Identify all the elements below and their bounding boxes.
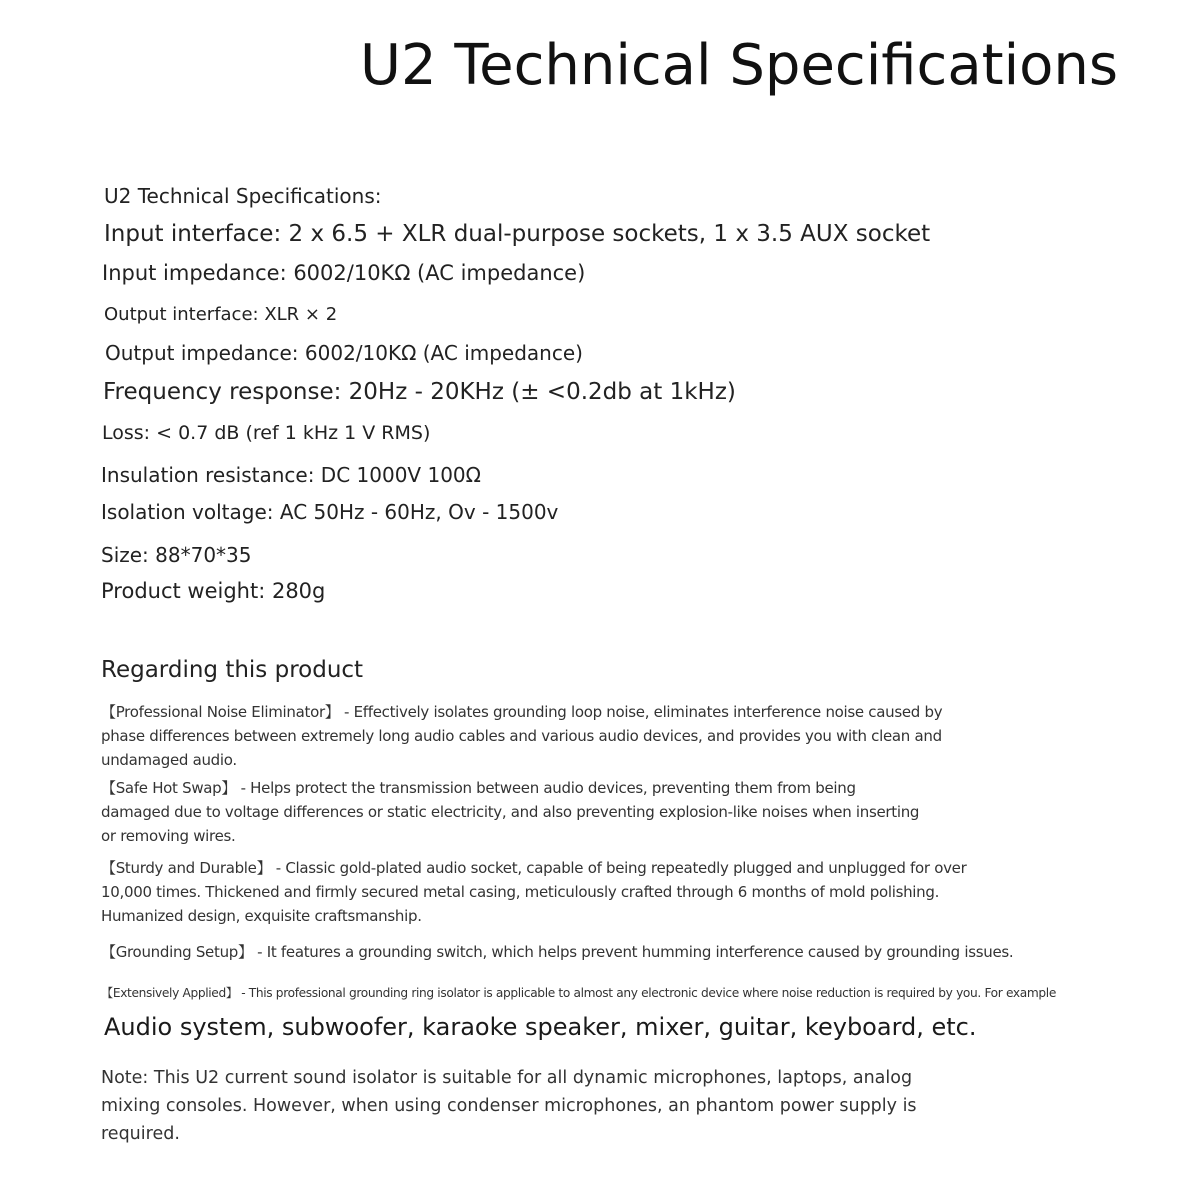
feature-text: - Helps protect the transmission between audio devices, preventing them from being damaged due to voltage differences or static electricity, and also preventing explosion-like noises when inserting or removing wires. [101,779,920,845]
spec-loss: Loss: < 0.7 dB (ref 1 kHz 1 V RMS) [102,422,431,444]
feature-text: - It features a grounding switch, which helps prevent humming interference caused by grounding issues. [252,943,1014,961]
spec-heading: U2 Technical Specifications: [104,184,382,208]
spec-input-interface: Input interface: 2 x 6.5 + XLR dual-purpose sockets, 1 x 3.5 AUX socket [104,221,931,247]
feature-sturdy-durable [101,856,981,928]
feature-label: 【Professional Noise Eliminator】 [101,703,340,721]
feature-label: 【Extensively Applied】 [101,986,238,1000]
feature-label: 【Safe Hot Swap】 [101,779,237,797]
spec-weight: Product weight: 280g [101,579,326,603]
feature-hot-swap [101,776,921,848]
spec-size: Size: 88*70*35 [101,543,252,567]
spec-output-impedance: Output impedance: 6002/10KΩ (AC impedance) [105,341,583,365]
feature-text: - Classic gold-plated audio socket, capable of being repeatedly plugged and unplugged for over 10,000 times. Thickened and firmly secured metal casing, meticulously crafted through 6 months of mold polishing. Humanized design, exquisite craftsmanship. [101,859,967,925]
feature-extensively-applied [101,981,1161,1005]
feature-noise-eliminator [101,700,961,772]
spec-insulation-resistance: Insulation resistance: DC 1000V 100Ω [101,463,481,487]
spec-output-interface: Output interface: XLR × 2 [104,304,338,325]
feature-grounding-setup [101,940,1101,964]
about-heading: Regarding this product [101,657,364,683]
spec-input-impedance: Input impedance: 6002/10KΩ (AC impedance) [102,261,586,285]
applications-list: Audio system, subwoofer, karaoke speaker, mixer, guitar, keyboard, etc. [104,1013,977,1041]
feature-text: - This professional grounding ring isolator is applicable to almost any electronic device where noise reduction is required by you. For example [237,986,1056,1000]
usage-note: Note: This U2 current sound isolator is suitable for all dynamic microphones, laptops, analog mixing consoles. However, when using condenser microphones, an phantom power supply is required. [101,1068,917,1144]
feature-label: 【Sturdy and Durable】 [101,859,272,877]
feature-text: - Effectively isolates grounding loop noise, eliminates interference noise caused by phase differences between extremely long audio cables and various audio devices, and provides you with clean and undamaged audio. [101,703,943,769]
feature-label: 【Grounding Setup】 [101,943,253,961]
spec-isolation-voltage: Isolation voltage: AC 50Hz - 60Hz, Ov - 1500v [101,500,559,524]
spec-frequency-response: Frequency response: 20Hz - 20KHz (± <0.2db at 1kHz) [103,379,736,405]
page-title: U2 Technical Specifications [360,33,1119,98]
